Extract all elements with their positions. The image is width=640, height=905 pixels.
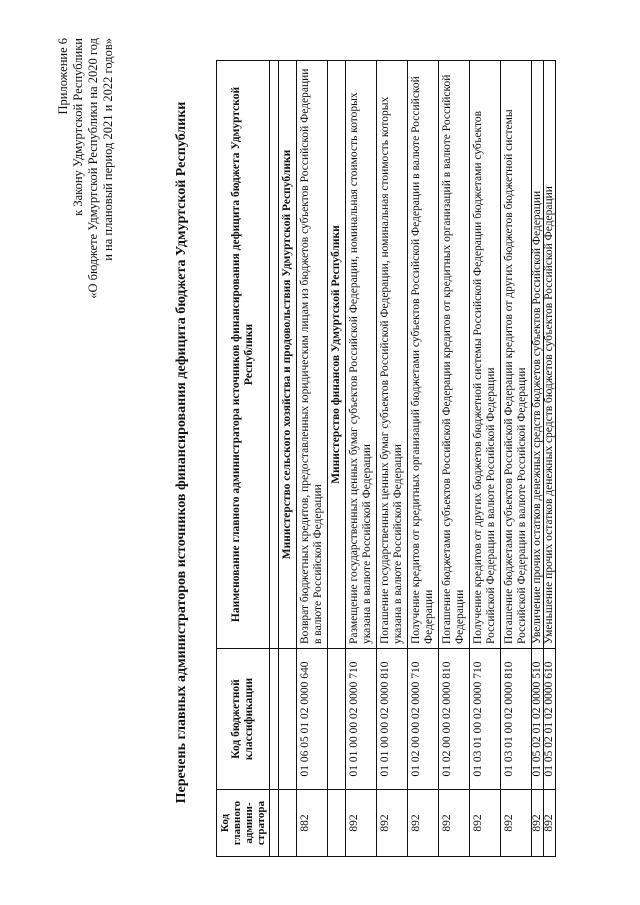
section-row — [279, 61, 297, 857]
name-cell: Погашение бюджетами субъектов Российской Федерации кредитов от других бюджетов бюджетной системы Российской Федерации в валюте Российской Федерации — [501, 61, 532, 649]
table-row — [377, 61, 408, 857]
budget-code-cell: 01 01 00 00 02 0000 710 — [346, 649, 377, 790]
table-row — [501, 61, 532, 857]
budget-code-cell: 01 01 00 00 02 0000 810 — [377, 649, 408, 790]
section-title: Министерство сельского хозяйства и продовольствия Удмуртской Республики — [279, 61, 297, 649]
section-title: Министерство финансов Удмуртской Республики — [328, 61, 346, 649]
table-row — [408, 61, 439, 857]
admin-code-cell: 892 — [532, 790, 544, 857]
admin-code-cell: 892 — [501, 790, 532, 857]
approval-line: Приложение 6 — [56, 38, 70, 115]
name-cell: Увеличение прочих остатков денежных средств бюджетов субъектов Российской Федерации — [532, 61, 544, 649]
table-row — [346, 61, 377, 857]
section-row — [328, 61, 346, 857]
section-empty-cell — [279, 790, 297, 857]
table-row — [470, 61, 501, 857]
approval-line: к Закону Удмуртской Республики — [71, 38, 85, 216]
table-row — [297, 61, 328, 857]
name-cell: Возврат бюджетных кредитов, предоставленных юридическим лицам из бюджетов субъектов Российской Федерации в валюте Российской Федерации — [297, 61, 328, 649]
section-empty-cell — [279, 649, 297, 790]
name-cell: Получение кредитов от кредитных организаций бюджетами субъектов Российской Федерации в валюте Российской Федерации — [408, 61, 439, 649]
table-row — [532, 61, 544, 857]
name-cell: Погашение бюджетами субъектов Российской Федерации кредитов от кредитных организаций в валюте Российской Федерации — [439, 61, 470, 649]
admin-code-cell: 892 — [439, 790, 470, 857]
table-row — [544, 61, 556, 857]
column-number-row — [270, 61, 279, 857]
table-header-row — [217, 61, 270, 857]
section-empty-cell — [328, 790, 346, 857]
budget-code-cell: 01 05 02 01 02 0000 610 — [544, 649, 556, 790]
name-cell: Погашение государственных ценных бумаг субъектов Российской Федерации, номинальная стоимость которых указана в валюте Российской Федерации — [377, 61, 408, 649]
approval-line: и на плановый период 2021 и 2022 годов» — [101, 38, 115, 261]
header-administrator-name: Наименование главного администратора источников финансирования дефицита бюджета Удмуртской Республики — [217, 61, 270, 649]
budget-code-cell: 01 03 01 00 02 0000 710 — [470, 649, 501, 790]
budget-code-cell: 01 05 02 01 02 0000 510 — [532, 649, 544, 790]
column-number-cell — [270, 649, 279, 790]
name-cell: Размещение государственных ценных бумаг субъектов Российской Федерации, номинальная стоимость которых указана в валюте Российской Федерации — [346, 61, 377, 649]
column-number-cell — [270, 61, 279, 649]
column-number-cell — [270, 790, 279, 857]
budget-code-cell: 01 03 01 00 02 0000 810 — [501, 649, 532, 790]
name-cell: Получение кредитов от других бюджетов бюджетной системы Российской Федерации бюджетами субъектов Российской Федерации в валюте Российской Федерации — [470, 61, 501, 649]
header-budget-code: Код бюджетной классификации — [217, 649, 270, 790]
admin-code-cell: 892 — [544, 790, 556, 857]
admin-code-cell: 882 — [297, 790, 328, 857]
name-cell: Уменьшение прочих остатков денежных средств бюджетов субъектов Российской Федерации — [544, 61, 556, 649]
administrators-table — [216, 60, 556, 857]
admin-code-cell: 892 — [408, 790, 439, 857]
admin-code-cell: 892 — [470, 790, 501, 857]
budget-code-cell: 01 02 00 00 02 0000 810 — [439, 649, 470, 790]
budget-code-cell: 01 06 05 01 02 0000 640 — [297, 649, 328, 790]
header-admin-code: Код главного админи-стратора — [217, 790, 270, 857]
admin-code-cell: 892 — [377, 790, 408, 857]
section-empty-cell — [328, 649, 346, 790]
admin-code-cell: 892 — [346, 790, 377, 857]
document-title: Перечень главных администраторов источников финансирования дефицита бюджета Удмуртской Республики — [174, 101, 189, 804]
budget-code-cell: 01 02 00 00 02 0000 710 — [408, 649, 439, 790]
table-row — [439, 61, 470, 857]
approval-block — [56, 38, 116, 299]
approval-line: «О бюджете Удмуртской Республики на 2020 год — [86, 38, 100, 299]
